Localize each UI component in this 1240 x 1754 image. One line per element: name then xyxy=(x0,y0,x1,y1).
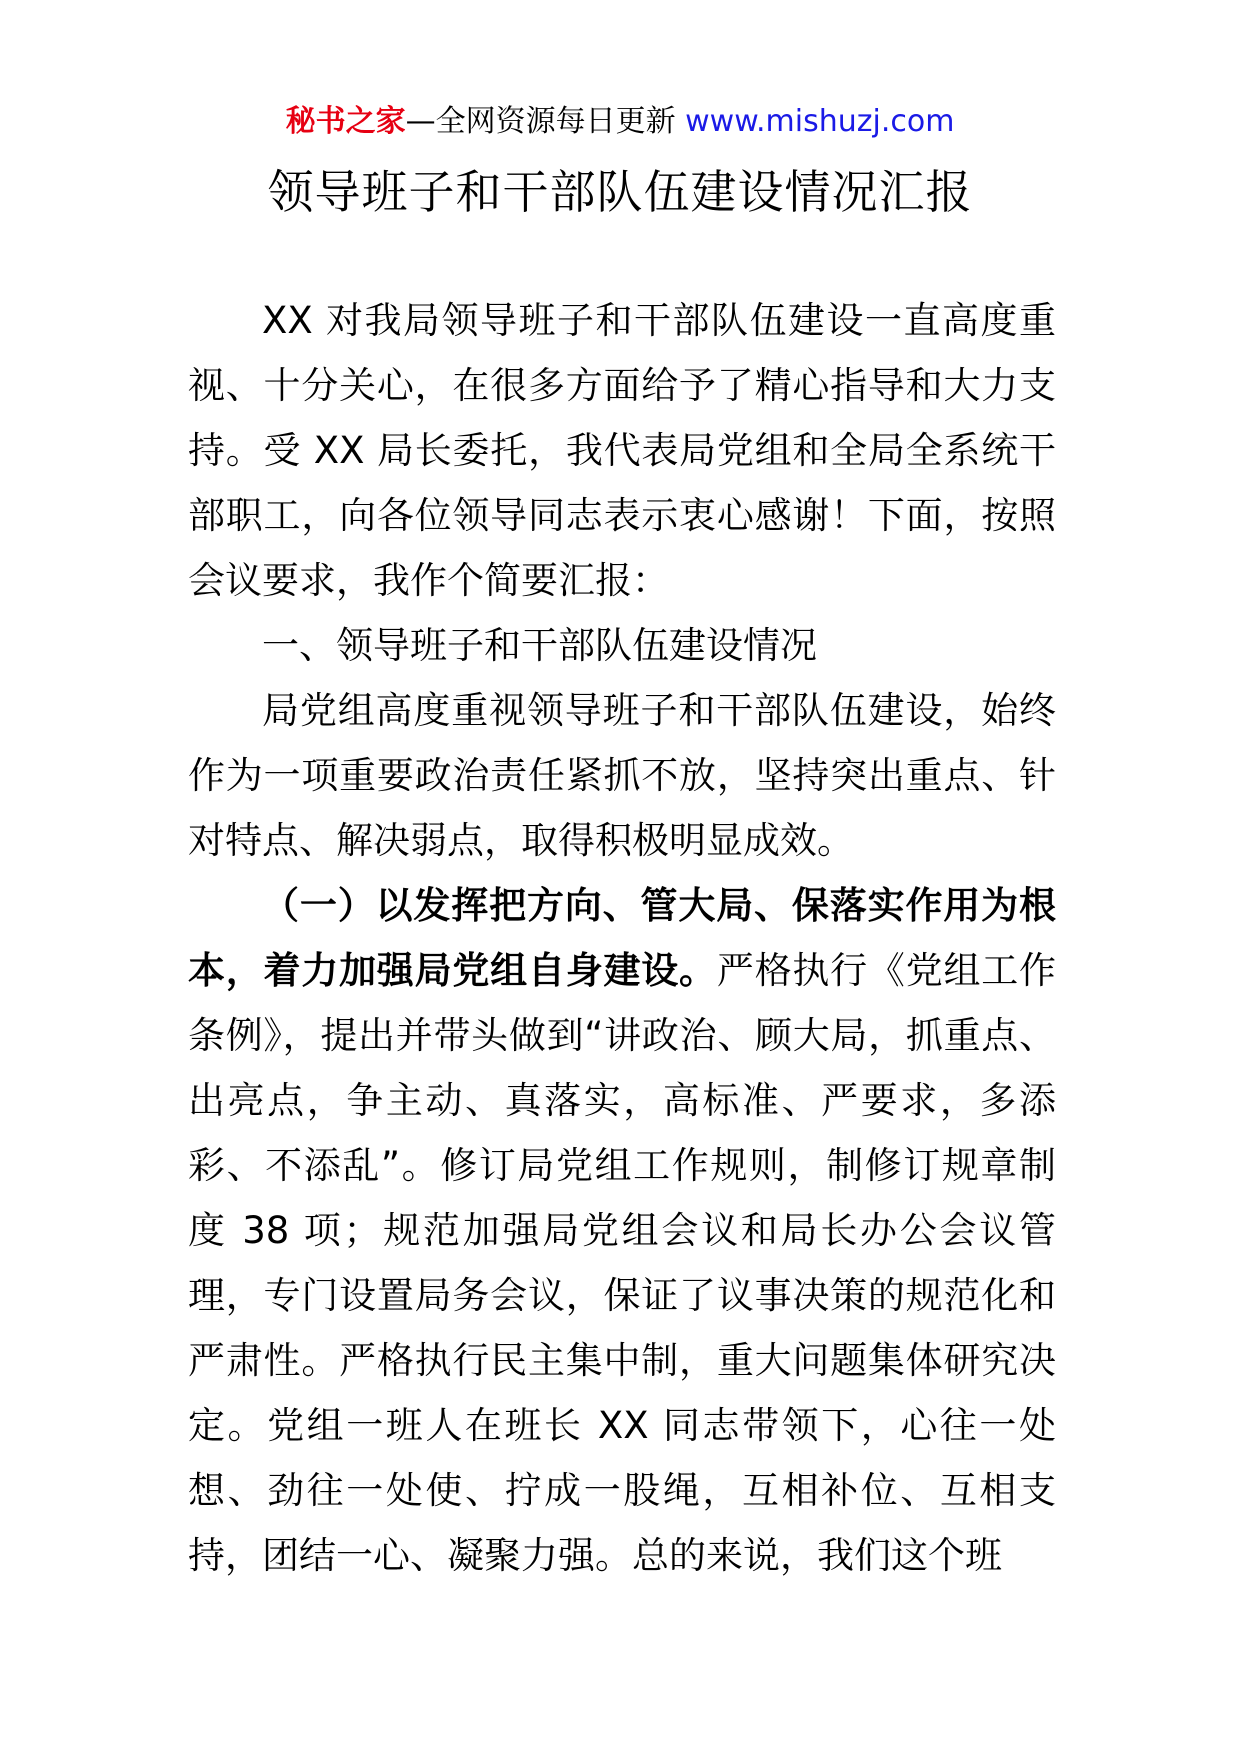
site-name: 秘书之家 xyxy=(285,104,406,139)
document-body xyxy=(188,288,1056,1588)
paragraph-intro: XX 对我局领导班子和干部队伍建设一直高度重视、十分关心，在很多方面给予了精心指导和大力支持。受 XX 局长委托，我代表局党组和全局全系统干部职工，向各位领导同志表示衷心感谢！下面，按照会议要求，我作个简要汇报： xyxy=(188,299,1056,602)
site-url-link[interactable]: www.mishuzj.com xyxy=(685,104,955,139)
document-title: 领导班子和干部队伍建设情况汇报 xyxy=(267,165,973,219)
site-slogan: —全网资源每日更新 xyxy=(405,104,686,139)
item-1-heading: （一）以发挥把方向、管大局、保落实作用为根本，着力加强局党组自身建设。 xyxy=(188,884,1056,992)
paragraph-overview: 局党组高度重视领导班子和干部队伍建设，始终作为一项重要政治责任紧抓不放，坚持突出重点、针对特点、解决弱点，取得积极明显成效。 xyxy=(188,689,1056,862)
section-heading-1: 一、领导班子和干部队伍建设情况 xyxy=(262,624,817,667)
item-1-text: 严格执行《党组工作条例》，提出并带头做到“讲政治、顾大局，抓重点、出亮点，争主动、真落实，高标准、严要求，多添彩、不添乱”。修订局党组工作规则，制修订规章制度 38 项；规范加强局党组会议和局长办公会议管理，专门设置局务会议，保证了议事决策的规范化和严肃性。严格执行民主集中制，重大问题集体研究决定。党组一班人在班长 XX 同志带领下，心往一处想、劲往一处使、拧成一股绳，互相补位、互相支持，团结一心、凝聚力强。总的来说，我们这个班 xyxy=(188,949,1057,1577)
site-header xyxy=(0,100,1240,144)
paragraph-item-1 xyxy=(188,873,1056,1588)
